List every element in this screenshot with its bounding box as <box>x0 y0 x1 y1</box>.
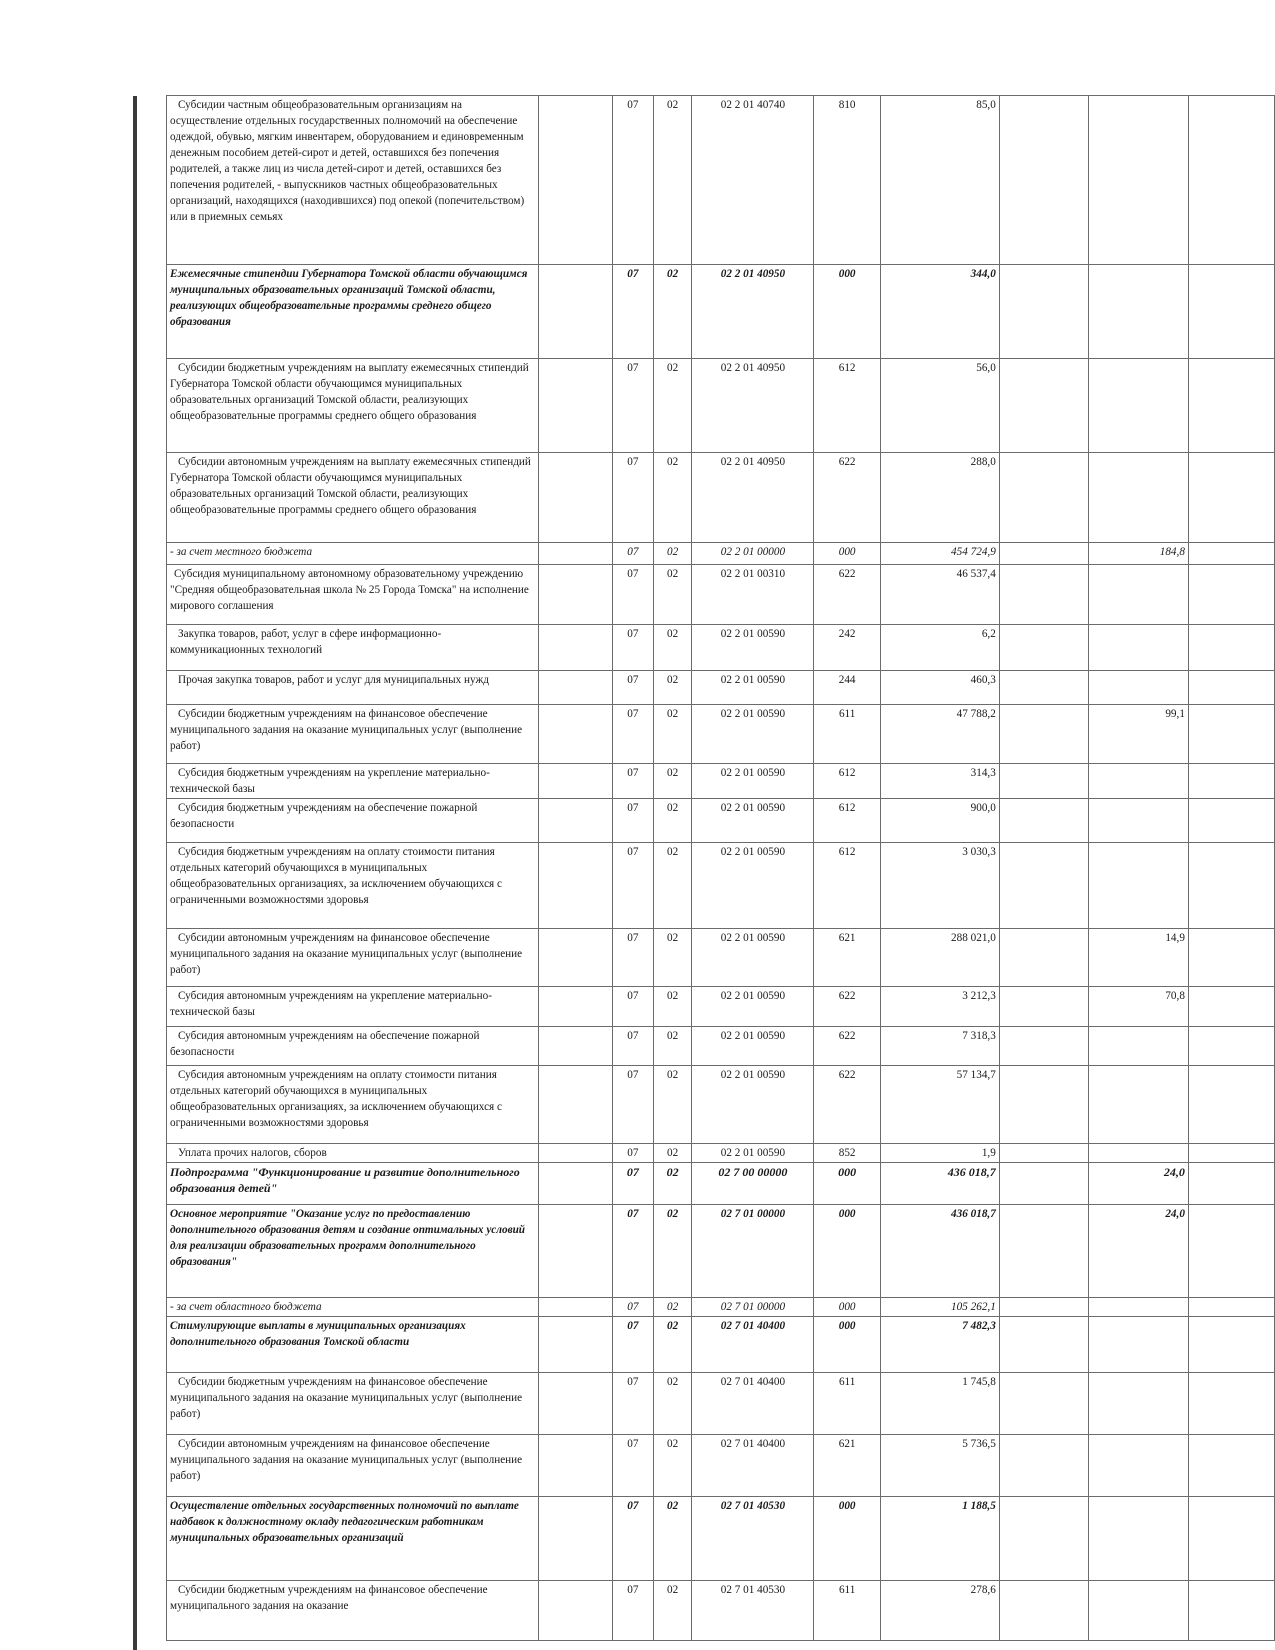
section-code: 07 <box>612 543 653 565</box>
row-name: Субсидия бюджетным учреждениям на укрепление материально-технической базы <box>167 764 539 799</box>
expense-type-code: 810 <box>814 96 880 265</box>
row-name: Основное мероприятие "Оказание услуг по предоставлению дополнительного образования детям и создание оптимальных условий для реализации образовательных программ дополнительного образования" <box>167 1205 539 1298</box>
blank-cell <box>538 1298 612 1317</box>
extra-col-2: 14,9 <box>1088 929 1188 987</box>
target-article-code: 02 2 01 00590 <box>692 987 814 1027</box>
target-article-code: 02 7 01 00000 <box>692 1205 814 1298</box>
row-name: Субсидия муниципальному автономному образовательному учреждению "Средняя общеобразовательная школа № 25 Города Томска" на исполнение мирового соглашения <box>167 565 539 625</box>
expense-type-code: 612 <box>814 799 880 843</box>
target-article-code: 02 2 01 00590 <box>692 799 814 843</box>
extra-col-1 <box>999 96 1088 265</box>
row-name: Субсидии частным общеобразовательным организациям на осуществление отдельных государственных полномочий на обеспечение одеждой, обувью, мягким инвентарем, оборудованием и единовременным денежным пособием детей-сирот и детей, оставшихся без попечения родителей, а также лиц из числа детей-сирот и детей, оставшихся без попечения родителей, - выпускников частных общеобразовательных организаций, находящихся (находившихся) под опекой (попечительством) или в приемных семьях <box>167 96 539 265</box>
extra-col-3 <box>1188 1144 1274 1163</box>
row-name: Субсидии бюджетным учреждениям на финансовое обеспечение муниципального задания на оказание муниципальных услуг (выполнение работ) <box>167 1373 539 1435</box>
extra-col-3 <box>1188 265 1274 359</box>
subsection-code: 02 <box>653 359 692 453</box>
row-sum: 56,0 <box>880 359 999 453</box>
section-code: 07 <box>612 843 653 929</box>
expense-type-code: 000 <box>814 543 880 565</box>
extra-col-1 <box>999 1298 1088 1317</box>
table-row <box>167 265 1275 359</box>
extra-col-3 <box>1188 359 1274 453</box>
table-row <box>167 1027 1275 1066</box>
target-article-code: 02 2 01 00590 <box>692 843 814 929</box>
extra-col-1 <box>999 705 1088 764</box>
row-sum: 900,0 <box>880 799 999 843</box>
blank-cell <box>538 1317 612 1373</box>
section-code: 07 <box>612 1298 653 1317</box>
target-article-code: 02 7 01 40400 <box>692 1435 814 1497</box>
extra-col-3 <box>1188 625 1274 671</box>
table-row <box>167 987 1275 1027</box>
row-name: Закупка товаров, работ, услуг в сфере информационно-коммуникационных технологий <box>167 625 539 671</box>
section-code: 07 <box>612 764 653 799</box>
expense-type-code: 000 <box>814 1298 880 1317</box>
subsection-code: 02 <box>653 1581 692 1641</box>
extra-col-1 <box>999 565 1088 625</box>
subsection-code: 02 <box>653 1298 692 1317</box>
target-article-code: 02 2 01 00590 <box>692 1066 814 1144</box>
target-article-code: 02 2 01 40740 <box>692 96 814 265</box>
expense-type-code: 611 <box>814 1373 880 1435</box>
extra-col-3 <box>1188 799 1274 843</box>
blank-cell <box>538 1027 612 1066</box>
target-article-code: 02 2 01 00590 <box>692 625 814 671</box>
subsection-code: 02 <box>653 929 692 987</box>
extra-col-2 <box>1088 1497 1188 1581</box>
extra-col-2 <box>1088 359 1188 453</box>
extra-col-1 <box>999 1066 1088 1144</box>
blank-cell <box>538 1163 612 1205</box>
section-code: 07 <box>612 1205 653 1298</box>
extra-col-1 <box>999 543 1088 565</box>
subsection-code: 02 <box>653 265 692 359</box>
section-code: 07 <box>612 1581 653 1641</box>
expense-type-code: 612 <box>814 764 880 799</box>
row-sum: 7 318,3 <box>880 1027 999 1066</box>
expense-type-code: 611 <box>814 705 880 764</box>
subsection-code: 02 <box>653 1205 692 1298</box>
extra-col-3 <box>1188 929 1274 987</box>
table-row <box>167 1373 1275 1435</box>
expense-type-code: 000 <box>814 265 880 359</box>
extra-col-1 <box>999 799 1088 843</box>
row-sum: 460,3 <box>880 671 999 705</box>
row-name: Субсидии бюджетным учреждениям на выплату ежемесячных стипендий Губернатора Томской области обучающимся муниципальных образовательных организаций Томской области, реализующих общеобразовательные программы среднего общего образования <box>167 359 539 453</box>
extra-col-3 <box>1188 1373 1274 1435</box>
row-name: Субсидия бюджетным учреждениям на оплату стоимости питания отдельных категорий обучающихся в муниципальных общеобразовательных организациях, за исключением обучающихся с ограниченными возможностями здоровья <box>167 843 539 929</box>
section-code: 07 <box>612 1066 653 1144</box>
table-row <box>167 1497 1275 1581</box>
row-sum: 1,9 <box>880 1144 999 1163</box>
target-article-code: 02 7 01 00000 <box>692 1298 814 1317</box>
row-name: Осуществление отдельных государственных полномочий по выплате надбавок к должностному окладу педагогическим работникам муниципальных образовательных организаций <box>167 1497 539 1581</box>
table-row <box>167 1066 1275 1144</box>
extra-col-1 <box>999 764 1088 799</box>
row-sum: 344,0 <box>880 265 999 359</box>
extra-col-1 <box>999 1581 1088 1641</box>
section-code: 07 <box>612 359 653 453</box>
expense-type-code: 622 <box>814 565 880 625</box>
row-sum: 1 745,8 <box>880 1373 999 1435</box>
row-name: Субсидия бюджетным учреждениям на обеспечение пожарной безопасности <box>167 799 539 843</box>
extra-col-3 <box>1188 705 1274 764</box>
extra-col-3 <box>1188 1163 1274 1205</box>
extra-col-2: 184,8 <box>1088 543 1188 565</box>
extra-col-1 <box>999 625 1088 671</box>
expense-type-code: 621 <box>814 1435 880 1497</box>
row-sum: 105 262,1 <box>880 1298 999 1317</box>
subsection-code: 02 <box>653 1373 692 1435</box>
row-name: Субсидии автономным учреждениям на выплату ежемесячных стипендий Губернатора Томской области обучающимся муниципальных образовательных организаций Томской области, реализующих общеобразовательные программы среднего общего образования <box>167 453 539 543</box>
target-article-code: 02 7 01 40400 <box>692 1317 814 1373</box>
extra-col-3 <box>1188 453 1274 543</box>
blank-cell <box>538 265 612 359</box>
row-sum: 47 788,2 <box>880 705 999 764</box>
row-sum: 314,3 <box>880 764 999 799</box>
extra-col-1 <box>999 359 1088 453</box>
row-sum: 436 018,7 <box>880 1163 999 1205</box>
section-code: 07 <box>612 1317 653 1373</box>
extra-col-2 <box>1088 764 1188 799</box>
extra-col-2 <box>1088 565 1188 625</box>
target-article-code: 02 7 00 00000 <box>692 1163 814 1205</box>
extra-col-1 <box>999 1144 1088 1163</box>
blank-cell <box>538 987 612 1027</box>
table-row <box>167 359 1275 453</box>
expense-type-code: 000 <box>814 1163 880 1205</box>
extra-col-3 <box>1188 1205 1274 1298</box>
extra-col-3 <box>1188 565 1274 625</box>
target-article-code: 02 2 01 40950 <box>692 265 814 359</box>
table-row <box>167 1163 1275 1205</box>
expense-type-code: 000 <box>814 1497 880 1581</box>
row-sum: 5 736,5 <box>880 1435 999 1497</box>
section-code: 07 <box>612 1497 653 1581</box>
table-row <box>167 671 1275 705</box>
table-row <box>167 565 1275 625</box>
table-row <box>167 843 1275 929</box>
target-article-code: 02 2 01 00590 <box>692 671 814 705</box>
expense-type-code: 622 <box>814 1027 880 1066</box>
budget-table-body <box>167 96 1275 1641</box>
extra-col-2 <box>1088 1581 1188 1641</box>
extra-col-1 <box>999 929 1088 987</box>
extra-col-2: 99,1 <box>1088 705 1188 764</box>
extra-col-3 <box>1188 1497 1274 1581</box>
table-row <box>167 625 1275 671</box>
row-name: Прочая закупка товаров, работ и услуг для муниципальных нужд <box>167 671 539 705</box>
row-sum: 3 030,3 <box>880 843 999 929</box>
target-article-code: 02 2 01 00590 <box>692 1027 814 1066</box>
blank-cell <box>538 764 612 799</box>
target-article-code: 02 7 01 40400 <box>692 1373 814 1435</box>
extra-col-2 <box>1088 799 1188 843</box>
table-row <box>167 929 1275 987</box>
blank-cell <box>538 1497 612 1581</box>
subsection-code: 02 <box>653 843 692 929</box>
subsection-code: 02 <box>653 453 692 543</box>
extra-col-1 <box>999 1163 1088 1205</box>
section-code: 07 <box>612 453 653 543</box>
table-row <box>167 1581 1275 1641</box>
table-row <box>167 799 1275 843</box>
extra-col-2 <box>1088 843 1188 929</box>
expense-type-code: 612 <box>814 359 880 453</box>
target-article-code: 02 2 01 00590 <box>692 929 814 987</box>
extra-col-3 <box>1188 1435 1274 1497</box>
target-article-code: 02 2 01 00590 <box>692 1144 814 1163</box>
section-code: 07 <box>612 565 653 625</box>
row-sum: 3 212,3 <box>880 987 999 1027</box>
section-code: 07 <box>612 929 653 987</box>
extra-col-2 <box>1088 1027 1188 1066</box>
row-sum: 46 537,4 <box>880 565 999 625</box>
expense-type-code: 242 <box>814 625 880 671</box>
section-code: 07 <box>612 671 653 705</box>
subsection-code: 02 <box>653 799 692 843</box>
target-article-code: 02 7 01 40530 <box>692 1581 814 1641</box>
extra-col-1 <box>999 1435 1088 1497</box>
subsection-code: 02 <box>653 1317 692 1373</box>
row-sum: 6,2 <box>880 625 999 671</box>
extra-col-1 <box>999 453 1088 543</box>
row-name: Субсидии бюджетным учреждениям на финансовое обеспечение муниципального задания на оказание муниципальных услуг (выполнение работ) <box>167 705 539 764</box>
extra-col-2 <box>1088 96 1188 265</box>
section-code: 07 <box>612 799 653 843</box>
blank-cell <box>538 565 612 625</box>
extra-col-2 <box>1088 1435 1188 1497</box>
extra-col-1 <box>999 1373 1088 1435</box>
row-sum: 278,6 <box>880 1581 999 1641</box>
extra-col-1 <box>999 987 1088 1027</box>
subsection-code: 02 <box>653 1435 692 1497</box>
extra-col-2 <box>1088 671 1188 705</box>
row-sum: 288 021,0 <box>880 929 999 987</box>
section-code: 07 <box>612 1144 653 1163</box>
subsection-code: 02 <box>653 764 692 799</box>
blank-cell <box>538 1435 612 1497</box>
section-code: 07 <box>612 1163 653 1205</box>
extra-col-1 <box>999 265 1088 359</box>
subsection-code: 02 <box>653 705 692 764</box>
target-article-code: 02 7 01 40530 <box>692 1497 814 1581</box>
target-article-code: 02 2 01 40950 <box>692 453 814 543</box>
target-article-code: 02 2 01 00000 <box>692 543 814 565</box>
row-sum: 288,0 <box>880 453 999 543</box>
row-name: Субсидии автономным учреждениям на финансовое обеспечение муниципального задания на оказание муниципальных услуг (выполнение работ) <box>167 1435 539 1497</box>
subsection-code: 02 <box>653 96 692 265</box>
table-row <box>167 764 1275 799</box>
subsection-code: 02 <box>653 1027 692 1066</box>
extra-col-1 <box>999 1497 1088 1581</box>
row-sum: 57 134,7 <box>880 1066 999 1144</box>
row-sum: 1 188,5 <box>880 1497 999 1581</box>
extra-col-3 <box>1188 96 1274 265</box>
row-sum: 85,0 <box>880 96 999 265</box>
row-sum: 436 018,7 <box>880 1205 999 1298</box>
section-code: 07 <box>612 705 653 764</box>
extra-col-2 <box>1088 453 1188 543</box>
row-name: Субсидии автономным учреждениям на финансовое обеспечение муниципального задания на оказание муниципальных услуг (выполнение работ) <box>167 929 539 987</box>
table-row <box>167 1317 1275 1373</box>
row-name: Ежемесячные стипендии Губернатора Томской области обучающимся муниципальных образовательных организаций Томской области, реализующих общеобразовательные программы среднего общего образования <box>167 265 539 359</box>
blank-cell <box>538 671 612 705</box>
expense-type-code: 000 <box>814 1317 880 1373</box>
blank-cell <box>538 705 612 764</box>
blank-cell <box>538 799 612 843</box>
extra-col-3 <box>1188 1027 1274 1066</box>
extra-col-3 <box>1188 987 1274 1027</box>
section-code: 07 <box>612 1373 653 1435</box>
section-code: 07 <box>612 265 653 359</box>
table-row <box>167 1435 1275 1497</box>
expense-type-code: 852 <box>814 1144 880 1163</box>
row-name: Стимулирующие выплаты в муниципальных организациях дополнительного образования Томской области <box>167 1317 539 1373</box>
section-code: 07 <box>612 1435 653 1497</box>
extra-col-3 <box>1188 1298 1274 1317</box>
blank-cell <box>538 453 612 543</box>
table-row <box>167 705 1275 764</box>
target-article-code: 02 2 01 40950 <box>692 359 814 453</box>
subsection-code: 02 <box>653 1066 692 1144</box>
extra-col-2 <box>1088 1373 1188 1435</box>
expense-type-code: 622 <box>814 1066 880 1144</box>
extra-col-3 <box>1188 1066 1274 1144</box>
extra-col-2 <box>1088 265 1188 359</box>
extra-col-2: 24,0 <box>1088 1163 1188 1205</box>
blank-cell <box>538 1581 612 1641</box>
left-margin-rule <box>133 96 137 1650</box>
blank-cell <box>538 543 612 565</box>
table-row <box>167 1298 1275 1317</box>
blank-cell <box>538 1066 612 1144</box>
expense-type-code: 612 <box>814 843 880 929</box>
target-article-code: 02 2 01 00590 <box>692 705 814 764</box>
expense-type-code: 621 <box>814 929 880 987</box>
section-code: 07 <box>612 625 653 671</box>
budget-table <box>166 95 1275 1641</box>
expense-type-code: 244 <box>814 671 880 705</box>
extra-col-1 <box>999 1027 1088 1066</box>
row-name: Субсидия автономным учреждениям на укрепление материально-технической базы <box>167 987 539 1027</box>
subsection-code: 02 <box>653 671 692 705</box>
blank-cell <box>538 359 612 453</box>
extra-col-1 <box>999 1317 1088 1373</box>
row-sum: 454 724,9 <box>880 543 999 565</box>
extra-col-2 <box>1088 1144 1188 1163</box>
blank-cell <box>538 843 612 929</box>
table-row <box>167 1144 1275 1163</box>
target-article-code: 02 2 01 00590 <box>692 764 814 799</box>
table-row <box>167 96 1275 265</box>
subsection-code: 02 <box>653 1163 692 1205</box>
table-row <box>167 1205 1275 1298</box>
section-code: 07 <box>612 96 653 265</box>
row-name: Подпрограмма "Функционирование и развитие дополнительного образования детей" <box>167 1163 539 1205</box>
blank-cell <box>538 1205 612 1298</box>
row-name: Субсидия автономным учреждениям на оплату стоимости питания отдельных категорий обучающихся в муниципальных общеобразовательных организациях, за исключением обучающихся с ограниченными возможностями здоровья <box>167 1066 539 1144</box>
extra-col-3 <box>1188 1581 1274 1641</box>
extra-col-3 <box>1188 764 1274 799</box>
blank-cell <box>538 625 612 671</box>
extra-col-2 <box>1088 1317 1188 1373</box>
subsection-code: 02 <box>653 625 692 671</box>
extra-col-1 <box>999 1205 1088 1298</box>
extra-col-3 <box>1188 543 1274 565</box>
extra-col-3 <box>1188 671 1274 705</box>
expense-type-code: 611 <box>814 1581 880 1641</box>
blank-cell <box>538 929 612 987</box>
blank-cell <box>538 96 612 265</box>
expense-type-code: 622 <box>814 987 880 1027</box>
row-name: - за счет областного бюджета <box>167 1298 539 1317</box>
expense-type-code: 000 <box>814 1205 880 1298</box>
row-name: Субсидия автономным учреждениям на обеспечение пожарной безопасности <box>167 1027 539 1066</box>
extra-col-3 <box>1188 843 1274 929</box>
blank-cell <box>538 1144 612 1163</box>
extra-col-2 <box>1088 1066 1188 1144</box>
extra-col-3 <box>1188 1317 1274 1373</box>
blank-cell <box>538 1373 612 1435</box>
extra-col-2 <box>1088 625 1188 671</box>
row-name: Субсидии бюджетным учреждениям на финансовое обеспечение муниципального задания на оказание <box>167 1581 539 1641</box>
subsection-code: 02 <box>653 565 692 625</box>
section-code: 07 <box>612 987 653 1027</box>
table-row <box>167 453 1275 543</box>
section-code: 07 <box>612 1027 653 1066</box>
subsection-code: 02 <box>653 543 692 565</box>
row-sum: 7 482,3 <box>880 1317 999 1373</box>
row-name: Уплата прочих налогов, сборов <box>167 1144 539 1163</box>
subsection-code: 02 <box>653 1497 692 1581</box>
table-row <box>167 543 1275 565</box>
extra-col-2: 70,8 <box>1088 987 1188 1027</box>
extra-col-2 <box>1088 1298 1188 1317</box>
extra-col-1 <box>999 671 1088 705</box>
row-name: - за счет местного бюджета <box>167 543 539 565</box>
extra-col-2: 24,0 <box>1088 1205 1188 1298</box>
subsection-code: 02 <box>653 1144 692 1163</box>
expense-type-code: 622 <box>814 453 880 543</box>
target-article-code: 02 2 01 00310 <box>692 565 814 625</box>
subsection-code: 02 <box>653 987 692 1027</box>
extra-col-1 <box>999 843 1088 929</box>
